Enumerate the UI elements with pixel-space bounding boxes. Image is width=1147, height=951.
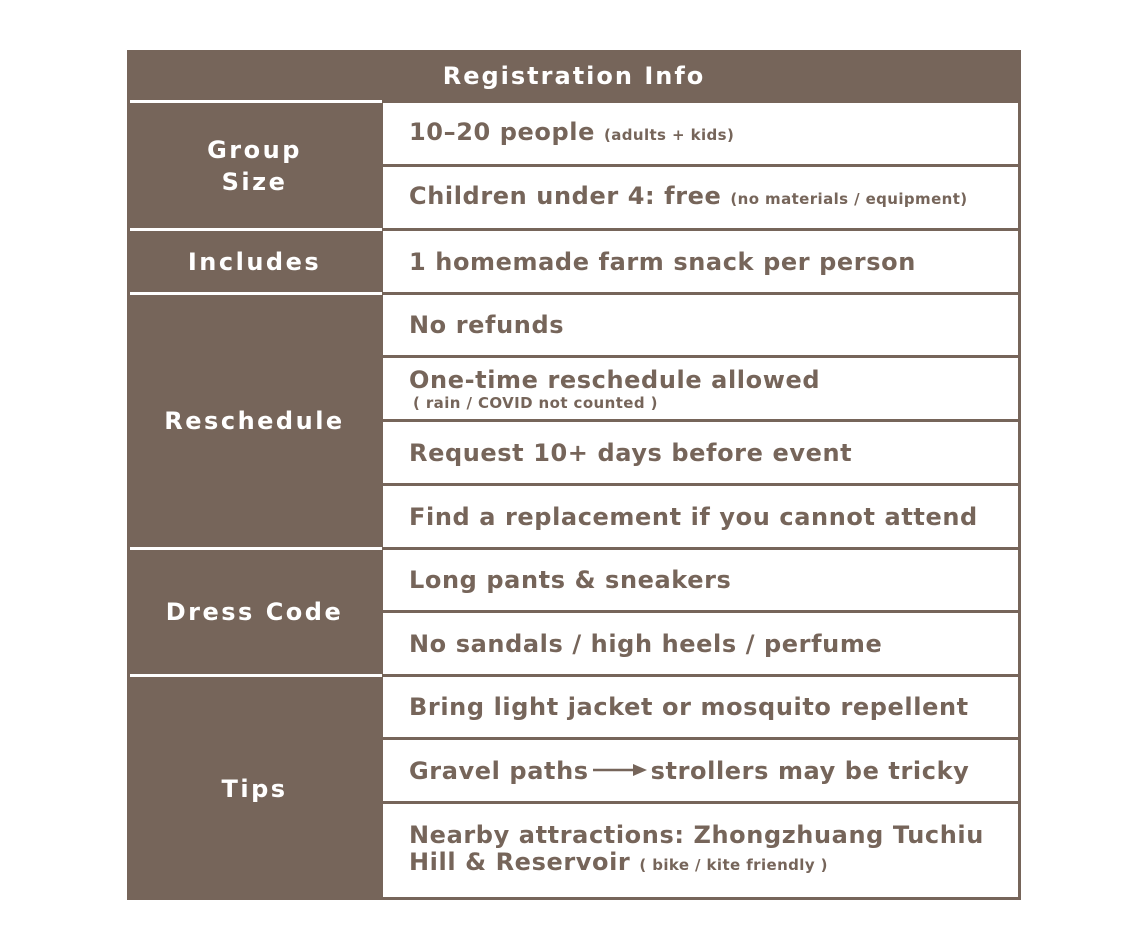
label-group-size-line2: Size: [221, 167, 288, 196]
group-size-row-children: [383, 167, 1018, 228]
dress-code-row-pants: Long pants & sneakers: [383, 550, 1018, 610]
tips-row-attractions: [383, 804, 1018, 897]
tips-attractions-line1: Nearby attractions: Zhongzhuang Tuchiu: [409, 821, 984, 849]
reschedule-row-refunds: No refunds: [383, 295, 1018, 355]
tips-attractions-line2: Hill & Reservoir: [409, 848, 631, 876]
tips-attractions-note: ( bike / kite friendly ): [639, 856, 828, 874]
table-title: Registration Info: [442, 62, 706, 90]
tips-gravel-after: strollers may be tricky: [650, 756, 970, 785]
group-size-people-note: (adults + kids): [603, 126, 735, 144]
includes-row-snack: 1 homemade farm snack per person: [383, 231, 1018, 292]
tips-gravel-before: Gravel paths: [409, 756, 589, 785]
dress-code-row-no-sandals: No sandals / high heels / perfume: [383, 613, 1018, 674]
reschedule-row-one-time: [383, 358, 1018, 419]
group-size-children-text: Children under 4: free: [409, 182, 722, 210]
tips-row-jacket: Bring light jacket or mosquito repellent: [383, 677, 1018, 737]
tips-row-gravel: [383, 740, 1018, 801]
reschedule-row-replacement: Find a replacement if you cannot attend: [383, 486, 1018, 547]
label-group-size: [127, 103, 382, 228]
group-size-people-text: 10–20 people: [409, 118, 595, 146]
reschedule-one-time-note: ( rain / COVID not counted ): [413, 393, 658, 412]
label-reschedule: Reschedule: [164, 407, 345, 435]
label-includes: Includes: [187, 247, 322, 276]
reschedule-one-time-text: One-time reschedule allowed: [409, 365, 821, 394]
registration-info-table: [127, 50, 1021, 900]
arrow-right-icon: [593, 764, 647, 776]
label-tips: Tips: [221, 774, 288, 803]
reschedule-row-request: Request 10+ days before event: [383, 422, 1018, 483]
group-size-row-people: [383, 103, 1018, 164]
label-dress-code: Dress Code: [165, 598, 344, 626]
label-group-size-line1: Group: [207, 135, 302, 164]
group-size-children-note: (no materials / equipment): [730, 190, 968, 208]
